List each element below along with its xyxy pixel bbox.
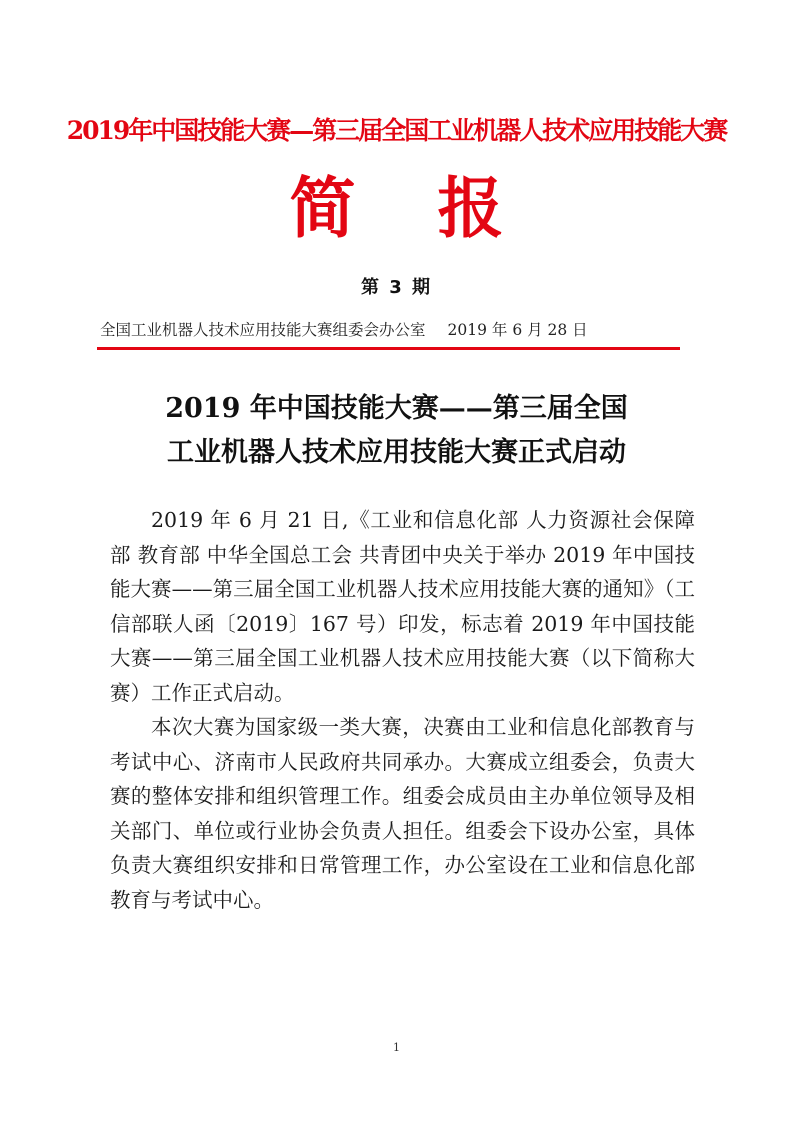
article-title-line-2: 工业机器人技术应用技能大赛正式启动 [167, 437, 626, 468]
issue-date: 2019 年 6 月 28 日 [447, 321, 588, 339]
issuer-line [100, 318, 700, 340]
masthead-title: 2019年中国技能大赛—第三届全国工业机器人技术应用技能大赛 [66, 116, 727, 145]
body-paragraph-1: 2019 年 6 月 21 日,《工业和信息化部 人力资源社会保障部 教育部 中华全国总工会 共青团中央关于举办 2019 年中国技能大赛——第三届全国工业机器人技术应用技能大赛的通知》（工信部联人函〔2019〕167 号）印发，标志着 2019 年中国技能大赛——第三届全国工业机器人技术应用技能大赛（以下简称大赛）工作正式启动。 [110, 508, 695, 705]
body-paragraph-2: 本次大赛为国家级一类大赛，决赛由工业和信息化部教育与考试中心、济南市人民政府共同承办。大赛成立组委会，负责大赛的整体安排和组织管理工作。组委会成员由主办单位领导及相关部门、单位或行业协会负责人担任。组委会下设办公室，具体负责大赛组织安排和日常管理工作，办公室设在工业和信息化部教育与考试中心。 [110, 715, 695, 912]
masthead-brief-heading [0, 168, 793, 248]
brief-char-2: 报 [437, 169, 504, 247]
issuer-name: 全国工业机器人技术应用技能大赛组委会办公室 [100, 321, 426, 339]
page-number: 1 [393, 1041, 400, 1054]
article-title-line-1: 2019 年中国技能大赛——第三届全国 [165, 393, 628, 424]
red-divider-rule [97, 347, 680, 350]
article-body [110, 503, 695, 917]
article-title [0, 387, 793, 475]
brief-char-1: 简 [289, 169, 356, 247]
issue-number: 第 3 期 [360, 277, 433, 298]
